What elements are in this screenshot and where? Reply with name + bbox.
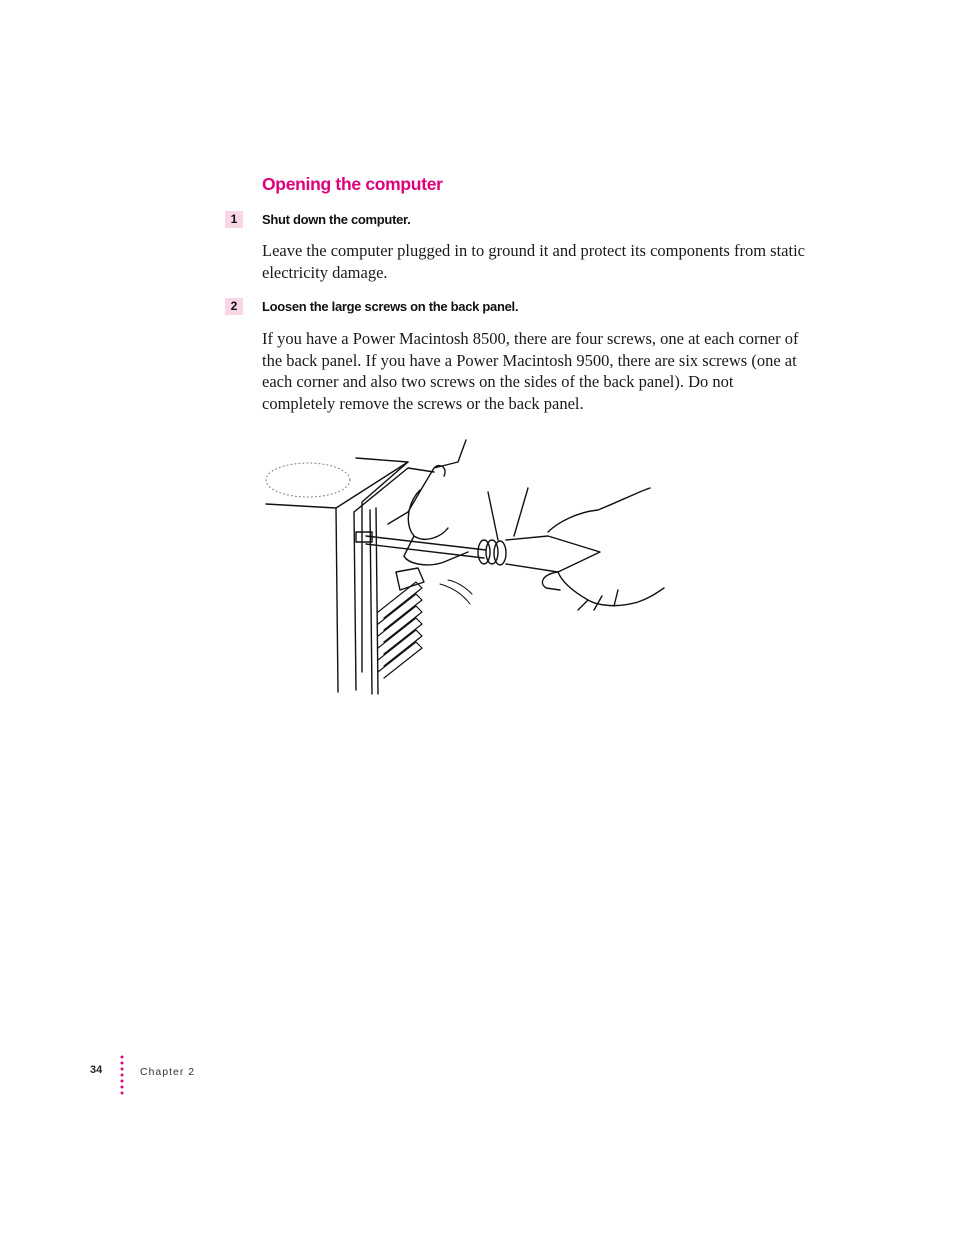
step-1-title: Shut down the computer. <box>262 212 411 227</box>
top-shading <box>266 463 350 497</box>
connector <box>396 568 424 590</box>
step-2-number: 2 <box>225 298 243 315</box>
dotted-divider <box>120 1054 124 1096</box>
screwdriver-illustration <box>258 432 678 702</box>
screwdriver-collar <box>478 540 506 565</box>
step-1-body: Leave the computer plugged in to ground it and protect its components from static electricity damage. <box>262 241 805 282</box>
slot-fins <box>378 582 422 678</box>
chapter-label: Chapter 2 <box>140 1066 196 1078</box>
page-number: 34 <box>90 1064 103 1076</box>
step-2-title: Loosen the large screws on the back panel. <box>262 299 519 314</box>
right-hand <box>488 488 664 610</box>
screwdriver-handle <box>506 536 600 572</box>
section-heading: Opening the computer <box>262 174 443 194</box>
motion-lines <box>440 580 472 604</box>
step-2-body: If you have a Power Macintosh 8500, there are four screws, one at each corner of the back panel. If you have a Power Macintosh 9500, there are six screws (one at each corner and also two screws on the sides of the back panel). Do not completely remove the screws or the back panel. <box>262 329 799 414</box>
step-1-number: 1 <box>225 211 243 228</box>
